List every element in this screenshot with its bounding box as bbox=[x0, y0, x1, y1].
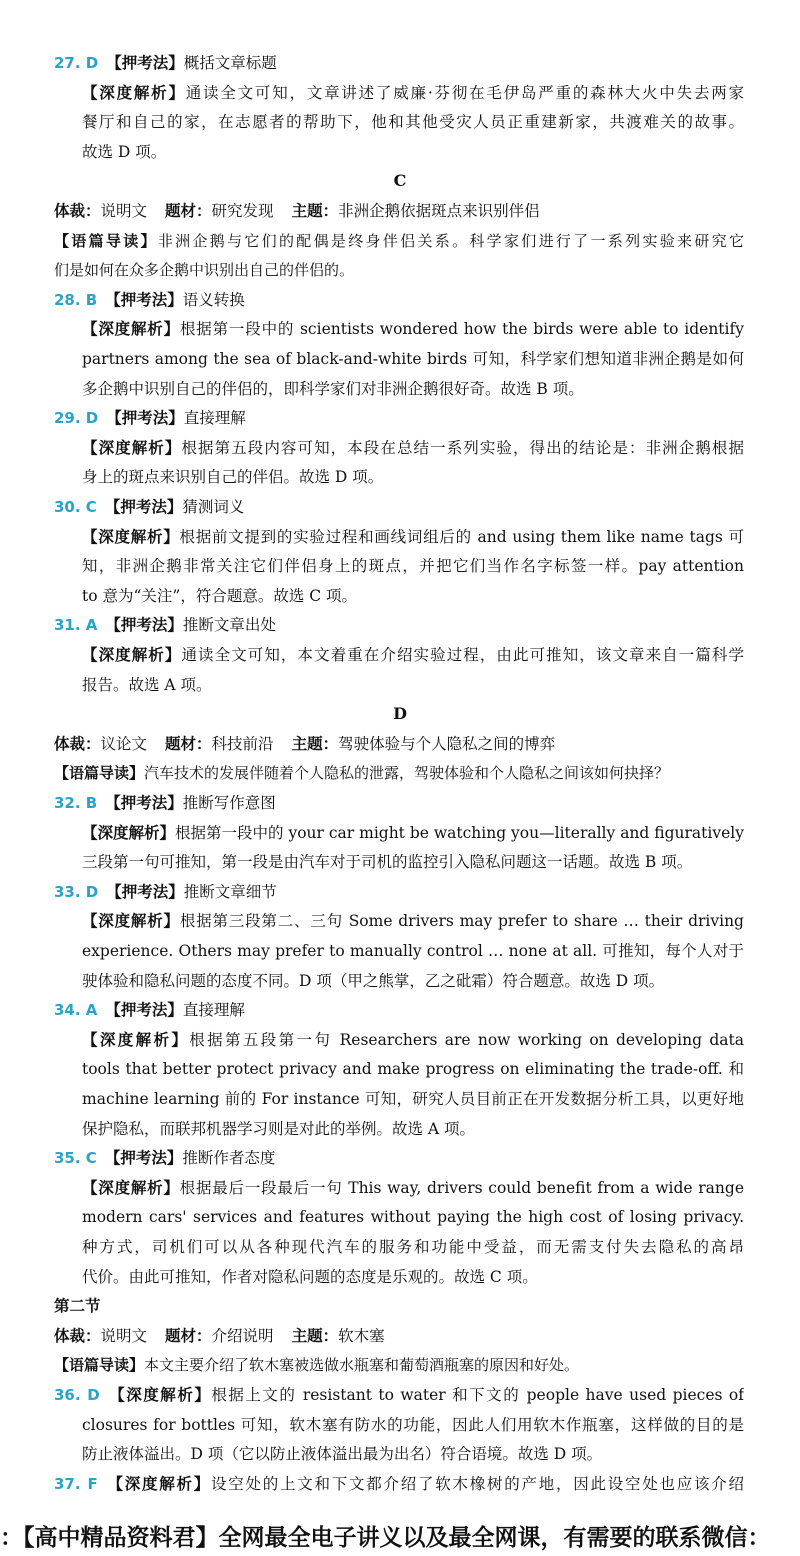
analysis-line bbox=[82, 1177, 744, 1199]
analysis-line bbox=[82, 1236, 744, 1258]
line-text: 根据前文提到的实验过程和画线词组后的 and using them like name tags 可 bbox=[179, 527, 744, 546]
analysis-tag: 【深度解析】 bbox=[82, 83, 186, 102]
guide-line bbox=[54, 1354, 579, 1376]
analysis-tag: 【深度解析】 bbox=[82, 1178, 180, 1197]
method-tag: 【押考法】 bbox=[105, 1001, 183, 1020]
guide-tag: 【语篇导读】 bbox=[54, 1356, 145, 1375]
question-number: 28. B bbox=[54, 290, 98, 309]
genre-value: 说明文 bbox=[100, 202, 148, 220]
genre-line bbox=[54, 733, 555, 755]
line-text: 根据上文的 resistant to water 和下文的 people have used pieces of bbox=[211, 1386, 744, 1404]
genre-value: 说明文 bbox=[100, 1326, 148, 1345]
method-tag: 【押考法】 bbox=[106, 882, 184, 901]
question-number: 35. C bbox=[54, 1149, 97, 1168]
line-text: 根据第五段内容可知，本段在总结一系列实验，得出的结论是：非洲企鹅根据 bbox=[181, 438, 744, 457]
line-text: 本文主要介绍了软木塞被选做水瓶塞和葡萄酒瓶塞的原因和好处。 bbox=[144, 1356, 580, 1375]
analysis-tag: 【深度解析】 bbox=[82, 527, 180, 546]
analysis-line bbox=[82, 437, 744, 459]
analysis-line bbox=[82, 526, 744, 548]
analysis-tag: 【深度解析】 bbox=[107, 1386, 212, 1404]
method-text: 猜测词义 bbox=[182, 498, 245, 516]
analysis-tag: 【深度解析】 bbox=[82, 1030, 190, 1049]
line-text: 餐厅和自己的家，在志愿者的帮助下，他和其他受灾人员正重建新家，共渡难关的故事。 bbox=[82, 113, 744, 132]
analysis-tag: 【深度解析】 bbox=[82, 823, 176, 842]
genre-line bbox=[54, 200, 540, 222]
analysis-line bbox=[82, 1414, 744, 1436]
question-number: 32. B bbox=[54, 794, 98, 812]
method-text: 推断写作意图 bbox=[182, 794, 276, 812]
analysis-line bbox=[82, 1206, 744, 1228]
analysis-line bbox=[82, 1118, 475, 1140]
analysis-tag: 【深度解析】 bbox=[82, 438, 182, 457]
line-text: 多企鹅中识别自己的伴侣的，即科学家们对非洲企鹅很好奇。故选 B 项。 bbox=[82, 379, 584, 398]
analysis-line bbox=[82, 1443, 602, 1465]
method-text: 推断文章出处 bbox=[182, 616, 276, 635]
line-text: 知，非洲企鹅非常关注它们伴侣身上的斑点，并把它们当作名字标签一样。pay attention bbox=[82, 557, 744, 576]
line-text: machine learning 前的 For instance 可知，研究人员目前正在开发数据分析工具，以更好地 bbox=[82, 1090, 744, 1108]
line-text: 保护隐私，而联邦机器学习则是对此的举例。故选 A 项。 bbox=[82, 1119, 476, 1138]
line-text: to 意为“关注”，符合题意。故选 C 项。 bbox=[82, 586, 358, 605]
line-text: 故选 D 项。 bbox=[82, 142, 167, 161]
analysis-line bbox=[82, 674, 212, 696]
line-text: 代价。由此可推知，作者对隐私问题的态度是乐观的。故选 C 项。 bbox=[82, 1267, 538, 1286]
analysis-line bbox=[82, 141, 166, 163]
analysis-line bbox=[82, 348, 744, 370]
question-header bbox=[54, 881, 277, 903]
analysis-line bbox=[82, 111, 744, 133]
analysis-line bbox=[82, 318, 744, 340]
question-header bbox=[54, 999, 245, 1021]
analysis-line bbox=[82, 555, 744, 577]
question-header bbox=[54, 496, 244, 518]
topic-label: 题材： bbox=[165, 1326, 212, 1345]
method-tag: 【押考法】 bbox=[104, 1149, 183, 1168]
analysis-line bbox=[82, 378, 584, 400]
guide-line bbox=[54, 259, 354, 281]
line-text: tools that better protect privacy and make progress on eliminating the trade-off. 和 bbox=[82, 1060, 744, 1079]
line-text: 根据第一段中的 scientists wondered how the birds were able to identify bbox=[179, 320, 744, 339]
analysis-line bbox=[82, 851, 692, 873]
method-tag: 【押考法】 bbox=[105, 290, 183, 309]
question-header bbox=[54, 614, 276, 636]
method-text: 直接理解 bbox=[183, 409, 246, 428]
method-tag: 【押考法】 bbox=[104, 498, 183, 516]
line-text: 报告。故选 A 项。 bbox=[82, 675, 212, 694]
section-letter: D bbox=[393, 704, 407, 724]
analysis-line bbox=[82, 910, 744, 932]
analysis-tag: 【深度解析】 bbox=[82, 646, 182, 664]
theme-value: 软木塞 bbox=[338, 1326, 385, 1345]
topic-label: 题材： bbox=[165, 202, 212, 220]
line-text: 汽车技术的发展伴随着个人隐私的泄露，驾驶体验和个人隐私之间该如何抉择？ bbox=[144, 764, 670, 783]
section-letter: C bbox=[393, 171, 407, 191]
line-text: 驶体验和隐私问题的态度不同。D 项（甲之熊掌，乙之砒霜）符合题意。故选 D 项。 bbox=[82, 971, 665, 990]
line-text: 三段第一句可推知，第一段是由汽车对于司机的监控引入隐私问题这一话题。故选 B 项。 bbox=[82, 853, 693, 872]
line-text: closures for bottles 可知，软木塞有防水的功能，因此人们用软木作瓶塞，这样做的目的是 bbox=[82, 1415, 744, 1434]
genre-label: 体裁： bbox=[54, 202, 101, 220]
analysis-line bbox=[82, 1088, 744, 1110]
topic-value: 科技前沿 bbox=[211, 734, 274, 753]
analysis-line bbox=[82, 1266, 538, 1288]
genre-value: 议论文 bbox=[100, 734, 148, 753]
question-number: 31. A bbox=[54, 616, 98, 635]
line-text: modern cars' services and features without paying the high cost of losing privacy. bbox=[82, 1208, 744, 1227]
question-number: 34. A bbox=[54, 1001, 98, 1020]
question-number: 27. D bbox=[54, 54, 99, 72]
line-text: 设空处的上文和下文都介绍了软木橡树的产地，因此设空处也应该介绍 bbox=[211, 1474, 744, 1493]
guide-tag: 【语篇导读】 bbox=[54, 764, 145, 783]
section-heading bbox=[54, 1295, 101, 1317]
method-text: 推断文章细节 bbox=[183, 882, 277, 901]
guide-tag: 【语篇导读】 bbox=[54, 231, 158, 250]
line-text: 防止液体溢出。D 项（它以防止液体溢出最为出名）符合语境。故选 D 项。 bbox=[82, 1445, 603, 1464]
genre-line bbox=[54, 1325, 385, 1347]
analysis-line bbox=[82, 82, 744, 104]
topic-label: 题材： bbox=[165, 734, 212, 753]
theme-value: 非洲企鹅依据斑点来识别伴侣 bbox=[338, 202, 540, 220]
line-text: 非洲企鹅与它们的配偶是终身伴侣关系。科学家们进行了一系列实验来研究它 bbox=[157, 231, 744, 250]
line-text: 种方式，司机们可以从各种现代汽车的服务和功能中受益，而无需支付失去隐私的高昂 bbox=[82, 1238, 744, 1256]
footer-banner: ：【高中精品资料君】全网最全电子讲义以及最全网课，有需要的联系微信： bbox=[0, 1525, 771, 1551]
topic-value: 研究发现 bbox=[211, 202, 274, 220]
analysis-line bbox=[82, 940, 744, 962]
method-text: 语义转换 bbox=[182, 290, 245, 309]
line-text: 根据最后一段最后一句 This way, drivers could benefit from a wide range bbox=[179, 1178, 744, 1197]
line-text: 通读全文可知，文章讲述了威廉·芬彻在毛伊岛严重的森林大火中失去两家 bbox=[185, 83, 744, 102]
question-number: 29. D bbox=[54, 409, 99, 428]
analysis-line bbox=[82, 1029, 744, 1051]
question-header bbox=[54, 407, 246, 429]
theme-label: 主题： bbox=[291, 1326, 339, 1345]
question-number: 37. F bbox=[54, 1474, 98, 1493]
method-text: 概括文章标题 bbox=[183, 54, 277, 72]
analysis-line bbox=[82, 970, 664, 992]
guide-line bbox=[54, 762, 669, 784]
method-text: 直接理解 bbox=[182, 1001, 245, 1020]
question-number: 36. D bbox=[54, 1386, 100, 1404]
guide-line bbox=[54, 230, 744, 252]
theme-label: 主题： bbox=[291, 202, 339, 220]
analysis-tag: 【深度解析】 bbox=[82, 320, 180, 339]
analysis-line bbox=[82, 585, 357, 607]
analysis-line bbox=[82, 822, 744, 844]
line-text: experience. Others may prefer to manually control … none at all. 可推知，每个人对于 bbox=[82, 942, 744, 960]
line-text: 通读全文可知，本文着重在介绍实验过程，由此可推知，该文章来自一篇科学 bbox=[181, 646, 744, 664]
line-text: 根据第三段第二、三句 Some drivers may prefer to share … their driving bbox=[179, 912, 744, 931]
line-text: 们是如何在众多企鹅中识别出自己的伴侣的。 bbox=[54, 261, 355, 280]
analysis-line bbox=[54, 1473, 744, 1495]
theme-label: 主题： bbox=[291, 734, 339, 753]
question-header bbox=[54, 52, 277, 74]
question-header bbox=[54, 1147, 275, 1169]
genre-label: 体裁： bbox=[54, 1326, 101, 1345]
theme-value: 驾驶体验与个人隐私之间的博弈 bbox=[338, 734, 556, 753]
method-tag: 【押考法】 bbox=[106, 409, 184, 428]
line-text: 根据第一段中的 your car might be watching you—literally and figuratively bbox=[175, 823, 744, 842]
method-tag: 【押考法】 bbox=[106, 54, 184, 72]
analysis-line bbox=[82, 644, 744, 666]
question-number: 30. C bbox=[54, 498, 97, 516]
heading-text: 第二节 bbox=[54, 1297, 101, 1316]
analysis-line bbox=[82, 1058, 744, 1080]
question-header bbox=[54, 289, 245, 311]
method-tag: 【押考法】 bbox=[105, 616, 183, 635]
line-text: partners among the sea of black-and-white birds 可知，科学家们想知道非洲企鹅是如何 bbox=[82, 350, 744, 368]
method-text: 推断作者态度 bbox=[182, 1149, 276, 1168]
method-tag: 【押考法】 bbox=[105, 794, 183, 812]
question-number: 33. D bbox=[54, 882, 99, 901]
line-text: 身上的斑点来识别自己的伴侣。故选 D 项。 bbox=[82, 468, 384, 487]
analysis-line bbox=[82, 466, 383, 488]
topic-value: 介绍说明 bbox=[211, 1326, 274, 1345]
genre-label: 体裁： bbox=[54, 734, 101, 753]
question-header bbox=[54, 792, 276, 814]
analysis-line bbox=[54, 1384, 744, 1406]
analysis-tag: 【深度解析】 bbox=[82, 912, 180, 931]
line-text: 根据第五段第一句 Researchers are now working on developing data bbox=[189, 1030, 744, 1049]
analysis-tag: 【深度解析】 bbox=[105, 1474, 212, 1493]
